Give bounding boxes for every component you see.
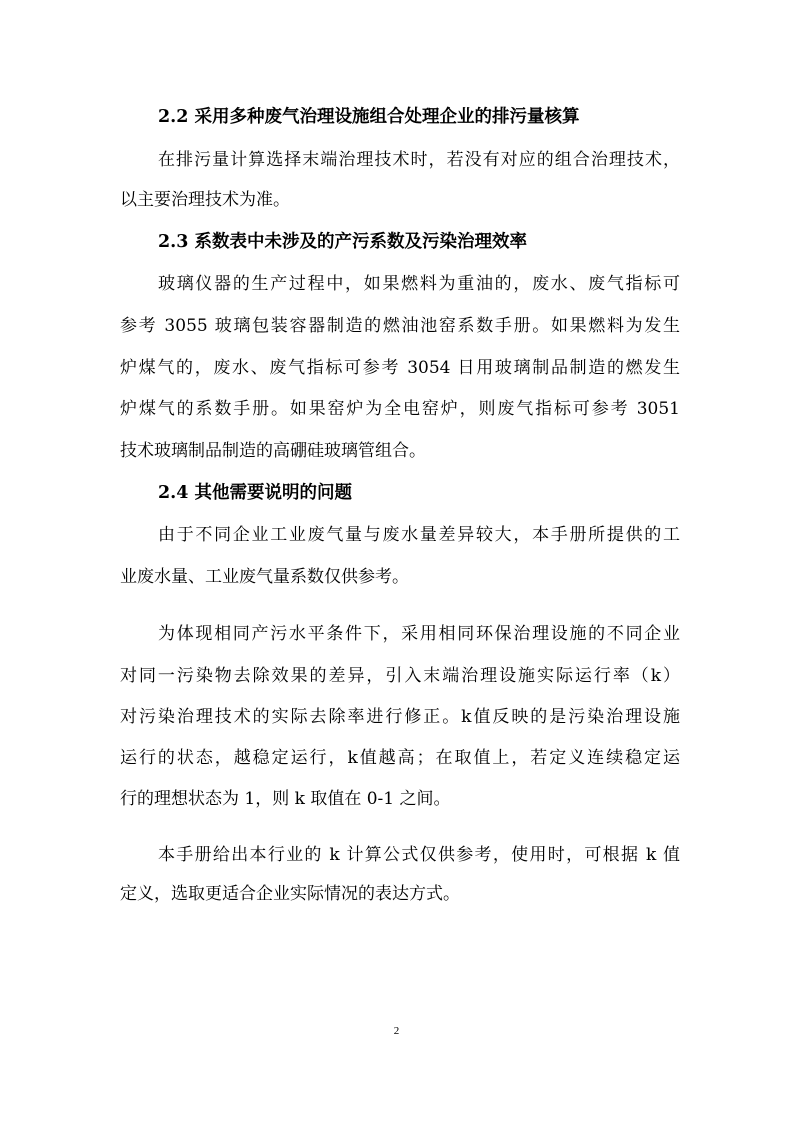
paragraph-line: 对同一污染物去除效果的差异，引入末端治理设施实际运行率（k） bbox=[120, 666, 680, 686]
paragraph-line: 炉煤气的，废水、废气指标可参考 3054 日用玻璃制品制造的燃发生 bbox=[120, 358, 680, 378]
paragraph-line: 运行的状态，越稳定运行，k值越高；在取值上，若定义连续稳定运 bbox=[120, 748, 680, 768]
paragraph-line: 以主要治理技术为准。 bbox=[120, 190, 290, 210]
page-number: 2 bbox=[393, 1025, 400, 1037]
paragraph-line: 对污染治理技术的实际去除率进行修正。k值反映的是污染治理设施 bbox=[120, 707, 680, 727]
paragraph-line: 玻璃仪器的生产过程中，如果燃料为重油的，废水、废气指标可 bbox=[158, 274, 680, 294]
paragraph-line: 参考 3055 玻璃包装容器制造的燃油池窑系数手册。如果燃料为发生 bbox=[120, 316, 680, 336]
paragraph-line: 业废水量、工业废气量系数仅供参考。 bbox=[120, 567, 409, 587]
paragraph-line: 在排污量计算选择末端治理技术时，若没有对应的组合治理技术， bbox=[158, 150, 680, 170]
paragraph-line: 炉煤气的系数手册。如果窑炉为全电窑炉，则废气指标可参考 3051 bbox=[120, 399, 680, 419]
paragraph-line: 为体现相同产污水平条件下，采用相同环保治理设施的不同企业 bbox=[158, 624, 680, 644]
paragraph-line: 技术玻璃制品制造的高硼硅玻璃管组合。 bbox=[120, 441, 426, 461]
paragraph-line: 行的理想状态为 1，则 k 取值在 0-1 之间。 bbox=[120, 789, 451, 809]
section-2-3-heading: 2.3 系数表中未涉及的产污系数及污染治理效率 bbox=[158, 232, 528, 252]
paragraph-line: 本手册给出本行业的 k 计算公式仅供参考，使用时，可根据 k 值 bbox=[158, 845, 680, 865]
section-2-2-heading: 2.2 采用多种废气治理设施组合处理企业的排污量核算 bbox=[158, 107, 580, 127]
section-2-4-heading: 2.4 其他需要说明的问题 bbox=[158, 483, 353, 503]
paragraph-line: 定义，选取更适合企业实际情况的表达方式。 bbox=[120, 884, 460, 904]
paragraph-line: 由于不同企业工业废气量与废水量差异较大，本手册所提供的工 bbox=[158, 525, 680, 545]
